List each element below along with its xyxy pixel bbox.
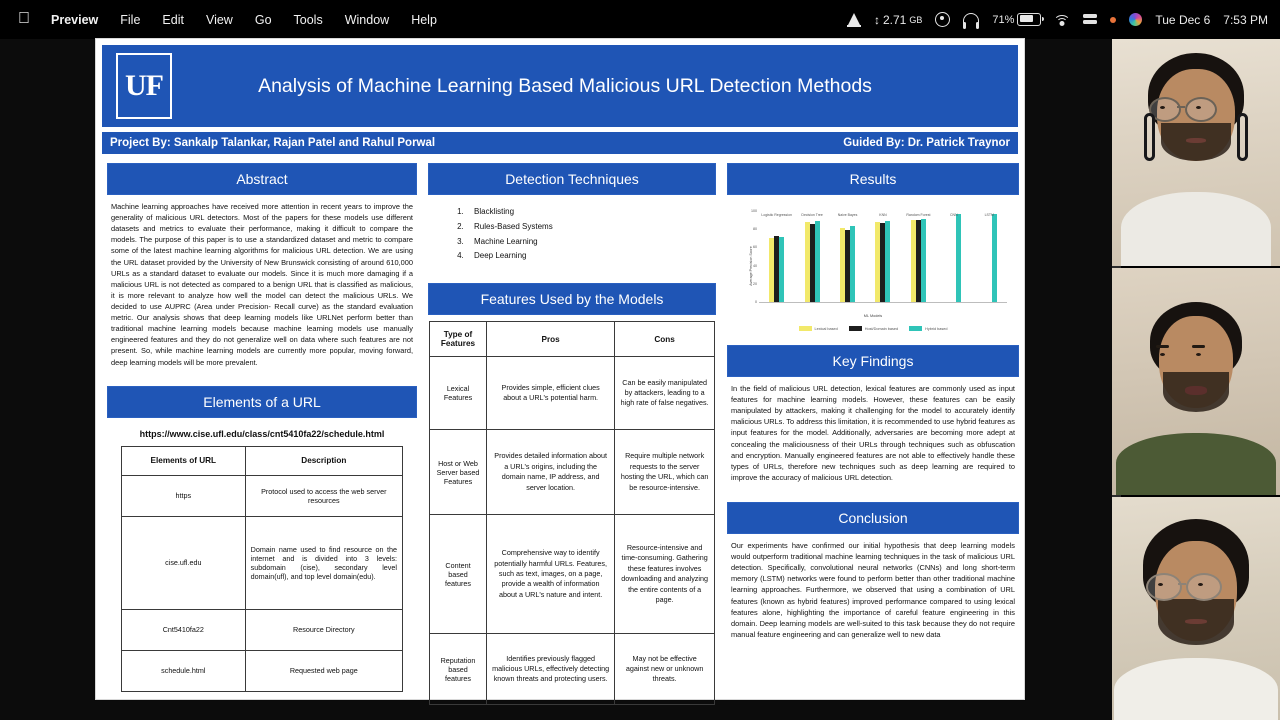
- chart-bar: [921, 219, 926, 302]
- chart-legend-label: Host/Domain based: [864, 326, 899, 331]
- participant-video-3[interactable]: [1112, 497, 1280, 720]
- participant-video-2[interactable]: [1112, 268, 1280, 495]
- results-chart-wrap: [727, 195, 1019, 333]
- cell-feature-type: Host or Web Server based Features: [430, 430, 487, 515]
- chart-y-tick: 100: [751, 209, 757, 213]
- authors-bar: [102, 132, 1018, 154]
- cell-description: Resource Directory: [245, 609, 402, 650]
- chart-x-tick: CNN: [950, 213, 958, 217]
- chart-bar-group: [801, 211, 823, 302]
- siri-icon[interactable]: [1129, 13, 1142, 26]
- macos-menu-bar: [0, 0, 1280, 39]
- menu-bar-time[interactable]: 7:53 PM: [1223, 12, 1268, 27]
- cell-description: Requested web page: [245, 650, 402, 691]
- project-advisor: Guided By: Dr. Patrick Traynor: [843, 137, 1010, 149]
- cell-description: Domain name used to find resource on the internet and is divided into 3 levels: subdomain (cise), secondary level domain(ufl), and top level domain(edu).: [245, 516, 402, 609]
- uf-logo-text: UF: [125, 69, 163, 102]
- chart-bar-group: [982, 211, 997, 302]
- chart-x-tick: KNN: [879, 213, 887, 217]
- cell-element: cise.ufl.edu: [122, 516, 246, 609]
- chart-bar-group: [946, 211, 961, 302]
- abstract-body: Machine learning approaches have received more attention in recent years to improve the generality of malicious URL detectors. Most of the papers for these models use different datasets and metrics to evaluate their performance, making it difficult to compare the models. The purpose of this paper is to use a standardized dataset and metric to compare some of the latest machine learning algorithms for malicious URL detection. We are using the URL dataset provided by the University of New Brunswick consisting of around 610,000 URLs as a standard dataset to evaluate our models. Since it is much more damaging if a malicious URL is not detected as compared to a benign URL that is classified as malicious, it is more relevant to analyze how well the model can detect the malicious URLs. We decided to use AUPRC (Area under Precision- Recall curve) as the standard evaluation metric. Our analysis shows that deep learning models like URLNet perform better than traditional machine learning models because machine learning models use manually engineered features and they do not generalize well on data where such features are not present. So, while machine learning models are currently more popular, moving forward, deep learning models will be more prevalent.: [111, 202, 413, 367]
- chart-bar-groups: [759, 211, 1007, 302]
- conclusion-body: Our experiments have confirmed our initial hypothesis that deep learning models would outperform traditional machine learning techniques in the task of malicious URL detection. Specifically, convolutional neural networks (CNNs) and long short-term memory (LSTM) networks were found to perform better than other traditional machine learning approaches. Furthermore, we observed that using a combination of URL features (known as hybrid features) improved performance compared to using lexical features alone, highlighting the importance of careful feature engineering in this domain. Deep learning models are well-suited to this task because they do not require manual feature engineering and can generalize well to new data: [731, 540, 1015, 639]
- uf-logo: [116, 53, 172, 119]
- section-heading-results: Results: [727, 163, 1019, 195]
- column-header-element: Elements of URL: [122, 446, 246, 475]
- chart-bar-group: [875, 211, 890, 302]
- menu-item-window[interactable]: Window: [332, 12, 378, 27]
- chart-legend: [733, 326, 1013, 331]
- column-header-description: Description: [245, 446, 402, 475]
- menu-item-tools[interactable]: Tools: [281, 12, 311, 27]
- chart-y-axis-label: Average Precision Score: [748, 246, 753, 286]
- menu-item-file[interactable]: File: [108, 12, 129, 27]
- poster-column-left: [107, 163, 417, 705]
- network-value: 2.71: [882, 12, 907, 27]
- features-table: [429, 321, 715, 705]
- control-center-icon[interactable]: [1083, 14, 1097, 26]
- cell-cons: May not be effective against new or unknown threats.: [615, 634, 715, 705]
- cell-feature-type: Content based features: [430, 515, 487, 634]
- example-url: https://www.cise.ufl.edu/class/cnt5410fa22/schedule.html: [139, 428, 385, 439]
- chart-legend-swatch: [799, 326, 812, 331]
- table-row: [430, 430, 715, 515]
- chart-x-tick: Decision Tree: [801, 213, 823, 217]
- table-row: [122, 475, 403, 516]
- menu-bar-status-area: [847, 12, 1280, 27]
- poster-columns: [96, 154, 1024, 705]
- results-bar-chart: [733, 207, 1013, 325]
- menu-item-view[interactable]: View: [193, 12, 221, 27]
- network-unit: GB: [909, 14, 923, 25]
- chart-legend-item: [849, 326, 898, 331]
- cell-description: Protocol used to access the web server resources: [245, 475, 402, 516]
- cell-element: https: [122, 475, 246, 516]
- menu-item-help[interactable]: Help: [399, 12, 425, 27]
- table-row: [122, 650, 403, 691]
- chart-legend-swatch: [849, 326, 862, 331]
- apple-logo-icon[interactable]: [10, 11, 40, 29]
- vlc-status-icon[interactable]: [847, 12, 861, 27]
- table-row: [430, 515, 715, 634]
- column-header-type: Type of Features: [430, 322, 487, 357]
- elements-of-url-table: [121, 446, 403, 692]
- detection-techniques-list: [428, 205, 716, 264]
- cell-feature-type: Reputation based features: [430, 634, 487, 705]
- chart-bar-group: [837, 211, 858, 302]
- column-header-pros: Pros: [487, 322, 615, 357]
- section-heading-key-findings: Key Findings: [727, 345, 1019, 377]
- poster-title-bar: [102, 45, 1018, 127]
- cell-element: Cnt5410fa22: [122, 609, 246, 650]
- list-item: 1. Blacklisting: [466, 205, 716, 220]
- poster-document[interactable]: [95, 38, 1025, 700]
- chart-bar-group: [906, 211, 931, 302]
- chart-bar: [815, 221, 820, 302]
- video-participant-strip: [1112, 39, 1280, 720]
- menu-item-go[interactable]: Go: [242, 12, 260, 27]
- battery-indicator[interactable]: [992, 13, 1041, 26]
- orange-status-dot-icon: [1110, 17, 1116, 23]
- menu-item-preview[interactable]: Preview: [39, 12, 87, 27]
- wifi-icon[interactable]: [1054, 14, 1070, 26]
- battery-icon: [1017, 13, 1041, 26]
- table-row: [122, 516, 403, 609]
- chart-x-tick: LSTM: [984, 213, 994, 217]
- cell-pros: Comprehensive way to identify potentially harmful URLs. Features, such as text, images, on a page, provide a wealth of information about a URL's nature and intent.: [487, 515, 615, 634]
- chart-bar: [992, 214, 997, 302]
- chart-bar: [956, 214, 961, 302]
- chart-bar: [779, 237, 784, 302]
- chart-y-tick: 60: [753, 245, 757, 250]
- chart-x-tick: Logistic Regression: [761, 213, 792, 217]
- chart-y-tick: 80: [753, 227, 757, 232]
- menu-bar-left: [0, 11, 448, 29]
- battery-percent-label: 71%: [992, 13, 1015, 26]
- chart-bar: [885, 221, 890, 302]
- list-item: 4. Deep Learning: [466, 249, 716, 264]
- page-title: Analysis of Machine Learning Based Malicious URL Detection Methods: [258, 74, 872, 97]
- chart-bar: [850, 226, 855, 302]
- table-row: [430, 634, 715, 705]
- section-heading-conclusion: Conclusion: [727, 502, 1019, 534]
- section-heading-detection-techniques: Detection Techniques: [428, 163, 716, 195]
- chart-y-tick: 20: [753, 281, 757, 286]
- elements-of-url-table-wrap: [107, 446, 417, 692]
- column-header-cons: Cons: [615, 322, 715, 357]
- cell-cons: Require multiple network requests to the server hosting the URL, which can be resource-intensive.: [615, 430, 715, 515]
- network-arrow-icon: ↕: [873, 12, 880, 27]
- cell-pros: Provides detailed information about a URL's origins, including the domain name, IP address, and server location.: [487, 430, 615, 515]
- cell-pros: Provides simple, efficient clues about a URL's potential harm.: [487, 357, 615, 430]
- menu-bar-date[interactable]: Tue Dec 6: [1155, 12, 1211, 27]
- chart-y-tick: 40: [753, 263, 757, 268]
- network-throughput-indicator[interactable]: [874, 13, 922, 27]
- project-authors: Project By: Sankalp Talankar, Rajan Patel and Rahul Porwal: [110, 137, 436, 149]
- chart-y-tick: 0: [755, 300, 757, 304]
- chart-legend-label: Hybrid based: [925, 326, 948, 331]
- poster-column-right: [727, 163, 1019, 705]
- chart-x-tick: Naive Bayes: [837, 213, 858, 217]
- chart-legend-swatch: [909, 326, 922, 331]
- chart-plot-area: [751, 209, 1007, 304]
- chart-x-tick: Random Forest: [906, 213, 931, 217]
- cell-element: schedule.html: [122, 650, 246, 691]
- table-row: [122, 609, 403, 650]
- cell-feature-type: Lexical Features: [430, 357, 487, 430]
- record-icon[interactable]: [935, 12, 950, 27]
- chart-legend-item: [799, 326, 838, 331]
- section-heading-features: Features Used by the Models: [428, 283, 716, 315]
- table-header-row: [430, 322, 715, 357]
- cell-pros: Identifies previously flagged malicious URLs, effectively detecting known threats and protecting users.: [487, 634, 615, 705]
- list-item: 2. Rules-Based Systems: [466, 220, 716, 235]
- chart-legend-item: [909, 326, 947, 331]
- chart-x-axis-label: ML Models: [863, 314, 883, 318]
- features-table-wrap: [428, 315, 716, 705]
- participant-video-1[interactable]: [1112, 39, 1280, 266]
- chart-legend-label: Lexical based: [814, 326, 838, 331]
- menu-item-edit[interactable]: Edit: [150, 12, 172, 27]
- key-findings-body: In the field of malicious URL detection, lexical features are commonly used as input features for machine learning models. However, these features can be easily manipulated by attackers, making it challenging for the model to accurately identify malicious URLs. To address this limitation, it is recommended to use hybrid features as input features for the model. Additionally, adversaries are becoming more adept at concealing the maliciousness of their URLs through techniques such as obfuscation and encryption. Manually engineered features are not able to effectively handle these types of URLs, therefore new techniques such as deep learning are required to improve the accuracy of malicious URL detection.: [731, 384, 1015, 482]
- table-header-row: [122, 446, 403, 475]
- poster-column-middle: [428, 163, 716, 705]
- list-item: 3. Machine Learning: [466, 235, 716, 250]
- chart-bar-group: [761, 211, 792, 302]
- headphones-icon[interactable]: [963, 13, 979, 27]
- cell-cons: Can be easily manipulated by attackers, leading to a high rate of false negatives.: [615, 357, 715, 430]
- section-heading-abstract: Abstract: [107, 163, 417, 195]
- cell-cons: Resource-intensive and time-consuming. Gathering these features involves downloading and analyzing the entire contents of a page.: [615, 515, 715, 634]
- section-heading-elements-of-url: Elements of a URL: [107, 386, 417, 418]
- table-row: [430, 357, 715, 430]
